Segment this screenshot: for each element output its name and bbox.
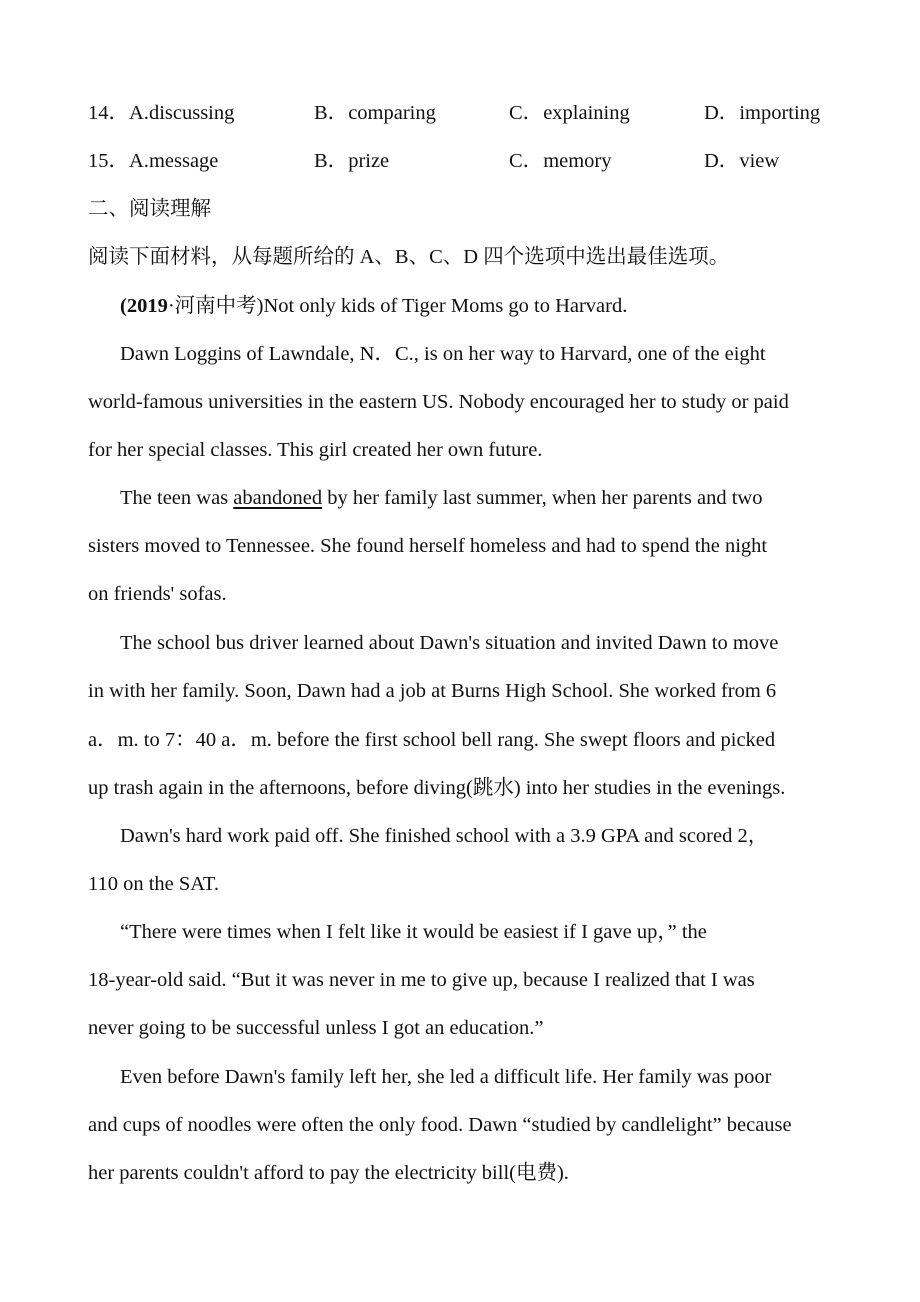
option-b: B．prize: [314, 150, 390, 172]
paragraph-line: sisters moved to Tennessee. She found herself homeless and had to spend the night: [88, 535, 768, 557]
paragraph-line: world-famous universities in the eastern US. Nobody encouraged her to study or paid: [88, 391, 789, 413]
paragraph-line: in with her family. Soon, Dawn had a job at Burns High School. She worked from 6: [88, 680, 777, 702]
paragraph-line: 110 on the SAT.: [88, 873, 219, 895]
paragraph-line: The teen was abandoned by her family last summer, when her parents and two: [120, 487, 763, 509]
paragraph-line: The school bus driver learned about Dawn's situation and invited Dawn to move: [120, 632, 779, 654]
paragraph-line: never going to be successful unless I got an education.”: [88, 1017, 544, 1039]
section-title: 二、阅读理解: [88, 198, 211, 220]
paragraph-line: for her special classes. This girl created her own future.: [88, 439, 543, 461]
paragraph-line: “There were times when I felt like it would be easiest if I gave up，” the: [120, 921, 707, 943]
source-place: ·河南中考): [167, 295, 264, 317]
option-a: 14．A.discussing: [88, 102, 235, 124]
paragraph-line: 18-year-old said. “But it was never in me to give up, because I realized that I was: [88, 969, 755, 991]
title-text: Not only kids of Tiger Moms go to Harvard.: [263, 295, 628, 317]
paragraph-line: Dawn's hard work paid off. She finished school with a 3.9 GPA and scored 2，: [120, 825, 769, 847]
option-b: B．comparing: [314, 102, 436, 124]
option-d: D．importing: [704, 102, 821, 124]
section-instruction: 阅读下面材料，从每题所给的 A、B、C、D 四个选项中选出最佳选项。: [88, 246, 730, 268]
paragraph-line: a．m. to 7：40 a．m. before the first school bell rang. She swept floors and picked: [88, 729, 776, 751]
source-year: (2019: [120, 295, 168, 317]
underlined-word: abandoned: [233, 487, 323, 509]
option-d: D．view: [704, 150, 780, 172]
paragraph-line: on friends' sofas.: [88, 583, 227, 605]
paragraph-line: Even before Dawn's family left her, she led a difficult life. Her family was poor: [120, 1066, 772, 1088]
paragraph-line: and cups of noodles were often the only food. Dawn “studied by candlelight” because: [88, 1114, 792, 1136]
option-c: C．memory: [509, 150, 612, 172]
paragraph-line: up trash again in the afternoons, before diving(跳水) into her studies in the evenings.: [88, 777, 786, 799]
passage-title: [120, 282, 627, 330]
option-c: C．explaining: [509, 102, 630, 124]
option-a: 15．A.message: [88, 150, 219, 172]
paragraph-line: Dawn Loggins of Lawndale, N．C., is on her way to Harvard, one of the eight: [120, 343, 766, 365]
paragraph-line: her parents couldn't afford to pay the electricity bill(电费).: [88, 1162, 569, 1184]
